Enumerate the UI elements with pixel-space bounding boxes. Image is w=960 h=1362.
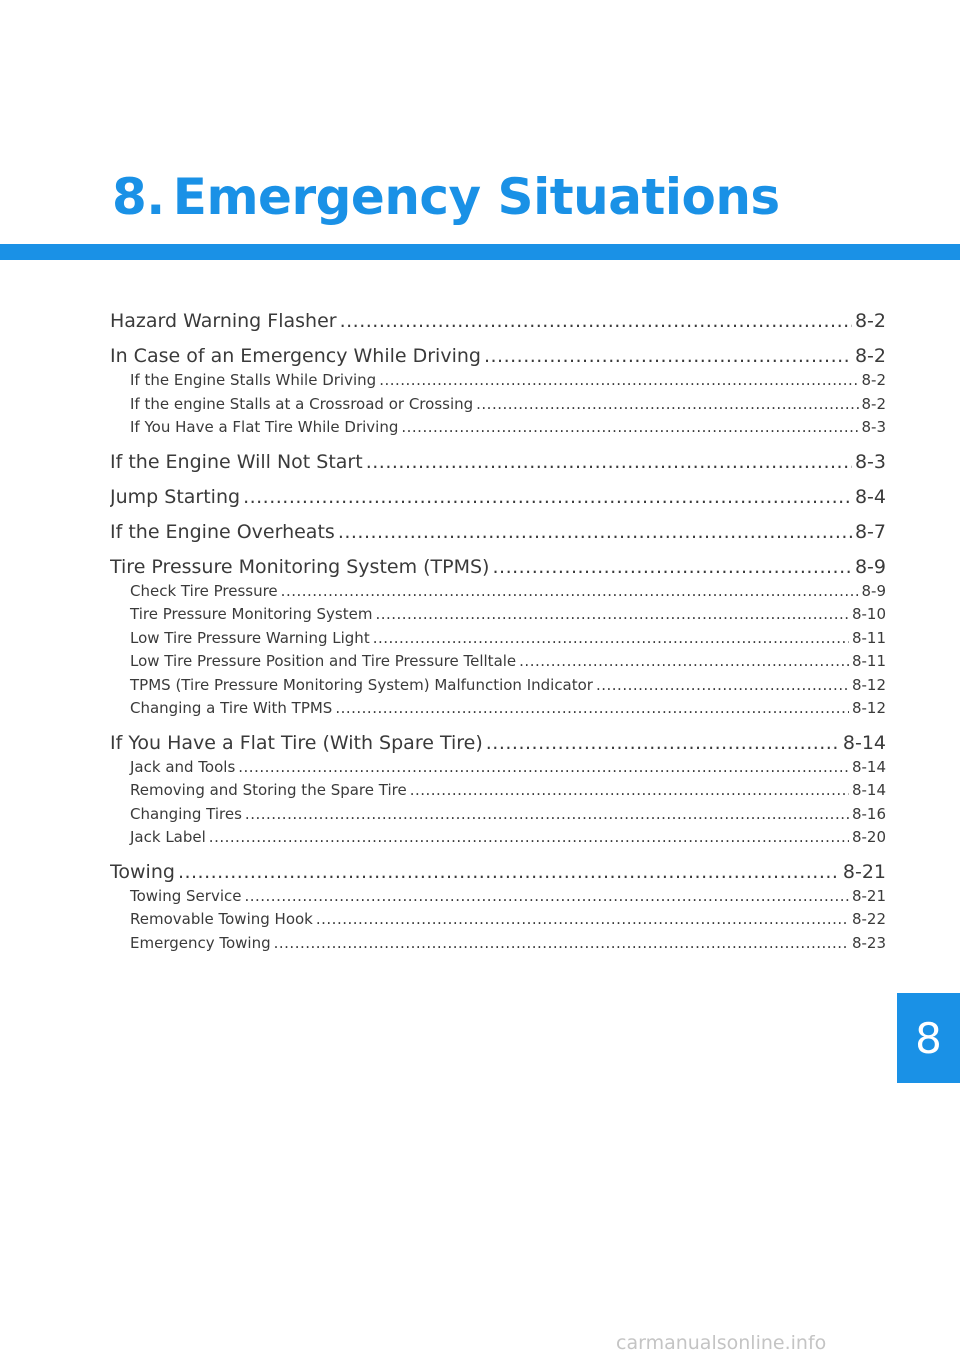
toc-dot-leader	[274, 932, 849, 956]
toc-subsection[interactable]	[110, 650, 886, 674]
toc-page-number: 8-14	[851, 757, 886, 776]
toc-page-number: 8-16	[851, 804, 886, 823]
toc-subsection[interactable]	[110, 603, 886, 627]
toc-entry-label: If You Have a Flat Tire While Driving	[130, 418, 399, 436]
toc-dot-leader	[340, 308, 852, 334]
toc-subsection[interactable]	[110, 697, 886, 721]
toc-page-number: 8-2	[861, 371, 886, 389]
toc-subsection[interactable]	[110, 674, 886, 698]
toc-page-number: 8-14	[851, 781, 886, 799]
toc-entry-label: TPMS (Tire Pressure Monitoring System) Malfunction Indicator	[130, 675, 593, 694]
chapter-title	[112, 168, 780, 226]
toc-page-number: 8-11	[851, 652, 886, 670]
toc-page-number: 8-12	[851, 675, 886, 694]
toc-entry-label: Jump Starting	[110, 485, 241, 508]
toc-dot-leader	[335, 697, 849, 721]
toc-dot-leader	[486, 730, 840, 756]
toc-subsection[interactable]	[110, 416, 886, 440]
toc-entry-label: Emergency Towing	[130, 933, 271, 952]
toc-dot-leader	[281, 580, 859, 604]
toc-dot-leader	[476, 393, 858, 417]
toc-dot-leader	[244, 885, 848, 909]
toc-page-number: 8-20	[851, 828, 886, 846]
toc-entry-label: Changing a Tire With TPMS	[130, 699, 333, 717]
chapter-number: 8.	[112, 168, 165, 226]
toc-entry-label: If the engine Stalls at a Crossroad or Crossing	[130, 394, 474, 413]
toc-subsection[interactable]	[110, 627, 886, 651]
toc-subsection[interactable]	[110, 369, 886, 393]
toc-entry-label: Low Tire Pressure Warning Light	[130, 628, 370, 647]
toc-entry-label: In Case of an Emergency While Driving	[110, 345, 481, 367]
toc-entry-label: Check Tire Pressure	[130, 581, 278, 600]
toc-entry-label: Tire Pressure Monitoring System (TPMS)	[110, 555, 490, 578]
toc-section[interactable]	[110, 449, 886, 475]
toc-page-number: 8-3	[861, 418, 886, 436]
toc-dot-leader	[379, 369, 858, 393]
toc-entry-label: Removing and Storing the Spare Tire	[130, 781, 407, 799]
toc-dot-leader	[243, 484, 852, 510]
toc-entry-label: If the Engine Will Not Start	[110, 450, 363, 473]
toc-page-number: 8-2	[854, 345, 886, 367]
toc-dot-leader	[519, 650, 849, 674]
toc-entry-label: Low Tire Pressure Position and Tire Pressure Telltale	[130, 652, 517, 670]
toc-dot-leader	[238, 756, 849, 780]
toc-page-number: 8-7	[854, 520, 886, 543]
toc-dot-leader	[316, 908, 849, 932]
toc-page-number: 8-21	[842, 860, 886, 883]
toc-section[interactable]	[110, 519, 886, 545]
toc-entry-label: Towing	[110, 860, 175, 883]
toc-dot-leader	[410, 779, 849, 803]
toc-dot-leader	[178, 859, 840, 885]
toc-entry-label: Towing Service	[130, 886, 242, 905]
toc-entry-label: Hazard Warning Flasher	[110, 310, 337, 332]
toc-subsection[interactable]	[110, 803, 886, 827]
toc-page-number: 8-11	[851, 628, 886, 647]
toc-dot-leader	[338, 519, 852, 545]
toc-subsection[interactable]	[110, 826, 886, 850]
watermark: carmanualsonline.info	[616, 1332, 827, 1354]
title-rule	[0, 244, 960, 260]
toc-dot-leader	[484, 343, 852, 369]
toc-entry-label: If the Engine Overheats	[110, 520, 335, 543]
toc-section[interactable]	[110, 343, 886, 369]
toc-dot-leader	[245, 803, 849, 827]
toc-page-number: 8-2	[854, 310, 886, 332]
toc-section[interactable]	[110, 308, 886, 334]
toc-subsection[interactable]	[110, 908, 886, 932]
toc-dot-leader	[373, 627, 849, 651]
toc-entry-label: Removable Towing Hook	[130, 910, 313, 928]
toc-page-number: 8-9	[854, 555, 886, 578]
toc-page-number: 8-10	[851, 605, 886, 623]
toc-page-number: 8-23	[851, 933, 886, 952]
toc-section[interactable]	[110, 554, 886, 580]
toc-page-number: 8-3	[854, 450, 886, 473]
toc-entry-label: Jack and Tools	[130, 757, 236, 776]
toc-dot-leader	[596, 674, 849, 698]
toc-entry-label: If You Have a Flat Tire (With Spare Tire)	[110, 731, 483, 754]
toc-entry-label: Tire Pressure Monitoring System	[130, 605, 373, 623]
toc-dot-leader	[209, 826, 849, 850]
toc-subsection[interactable]	[110, 779, 886, 803]
toc-subsection[interactable]	[110, 756, 886, 780]
toc-page-number: 8-22	[851, 910, 886, 928]
toc-page-number: 8-12	[851, 699, 886, 717]
toc-subsection[interactable]	[110, 885, 886, 909]
toc-page-number: 8-2	[861, 394, 886, 413]
toc-section[interactable]	[110, 859, 886, 885]
toc-subsection[interactable]	[110, 580, 886, 604]
toc-section[interactable]	[110, 484, 886, 510]
chapter-side-tab-label: 8	[915, 1013, 942, 1063]
toc-subsection[interactable]	[110, 393, 886, 417]
table-of-contents	[110, 308, 886, 955]
toc-subsection[interactable]	[110, 932, 886, 956]
chapter-title-text: Emergency Situations	[172, 168, 780, 226]
toc-entry-label: Jack Label	[130, 828, 206, 846]
toc-dot-leader	[492, 554, 851, 580]
toc-entry-label: Changing Tires	[130, 804, 242, 823]
toc-page-number: 8-4	[854, 485, 886, 508]
toc-page-number: 8-14	[842, 731, 886, 754]
toc-entry-label: If the Engine Stalls While Driving	[130, 371, 377, 389]
chapter-side-tab[interactable]	[897, 993, 960, 1083]
toc-page-number: 8-21	[851, 886, 886, 905]
toc-dot-leader	[375, 603, 849, 627]
toc-dot-leader	[401, 416, 858, 440]
toc-section[interactable]	[110, 730, 886, 756]
toc-page-number: 8-9	[861, 581, 886, 600]
toc-dot-leader	[366, 449, 852, 475]
